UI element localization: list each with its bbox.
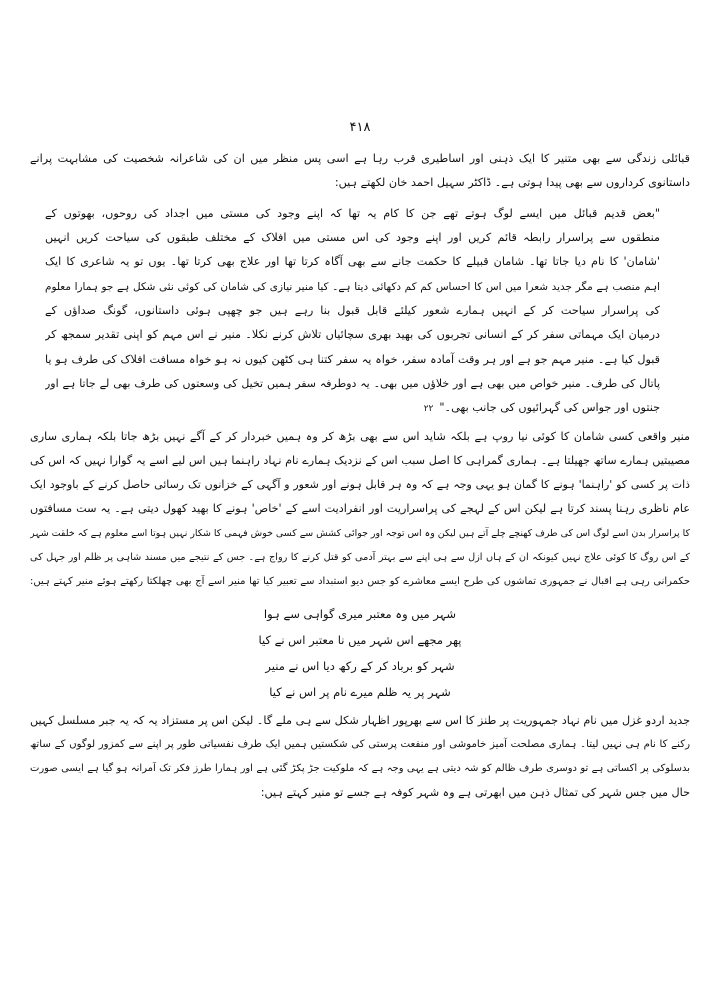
paragraph-1-line-2: داستانوی کرداروں سے بھی پیدا ہوتی ہے۔ ڈاکٹر سہیل احمد خان لکھتے ہیں: (334, 176, 690, 189)
paragraph-2-line-4: عام ناظری رہنا پسند کرتا ہے لیکن اس کے لہجے کی پراسراریت اور انفرادیت اسے کے 'خاص' ہونے کا بھید کھول دیتی ہے۔ یہ ست مسافتوں (30, 502, 690, 515)
verse-line-2: پھر مجھے اس شہر میں نا معتبر اس نے کیا (258, 633, 462, 647)
quote-line-7: قبول کیا ہے۔ منیر مہم جو ہے اور ہر وقت آمادہ سفر، خواہ یہ سفر کتنا ہی کٹھن کیوں نہ ہو خواہ مسافت افلاک کی طرف ہو یا (45, 353, 660, 366)
quote-line-8: پاتال کی طرف۔ منیر خواص میں بھی ہے اور خلاؤں میں بھی۔ یہ دوطرفہ سفر ہمیں تخیل کی وسعتوں کی طرف بھی لے جاتا ہے اور (45, 377, 660, 390)
paragraph-3-line-3: بدسلوکی پر اکساتی ہے تو دوسری طرف ظالم کو شہ دیتی ہے یہی وجہ ہے کہ ملوکیت جڑ پکڑ گئی ہے اور ہمارا طرز فکر تک آمرانہ ہو گیا ہے ایسی صورت (30, 763, 690, 774)
page-number: ۴۱۸ (349, 120, 371, 135)
quote-line-2: منطقوں سے پراسرار رابطہ قائم کریں اور اپنے وجود کی اس مستی میں افلاک کے مختلف طبقوں کی سیاحت کریں انہیں (45, 231, 660, 244)
quote-line-1: "بعض قدیم قبائل میں ایسے لوگ ہوتے تھے جن کا کام یہ تھا کہ اپنے وجود کی مستی میں اجداد کی روحوں، بھوتوں کے (45, 207, 660, 220)
paragraph-2-line-5: کا پراسرار بدن اسے لوگ اس کی طرف کھنچے چلے آتے ہیں لیکن وہ اس توجہ اور جوائی کشش سے کسی خوش فہمی کا شکار نہیں ہوتا اسے معلوم ہے کہ خلقت شہر (30, 528, 690, 539)
quote-line-9-text: جنتوں اور جواس کی گہرائیوں کی جانب بھی۔" (439, 401, 660, 414)
quote-line-9 (45, 399, 660, 419)
paragraph-2-line-1: منیر واقعی کسی شامان کا کوئی نیا روپ ہے بلکہ شاید اس سے بھی بڑھ کر وہ ہمیں خبردار کر کے آگے نہیں بڑھ جاتا بلکہ ہماری ساری (30, 430, 690, 443)
verse-line-1: شہر میں وہ معتبر میری گواہی سے ہوا (263, 607, 457, 621)
paragraph-2-line-2: مصیبتیں ہمارے ساتھ جھیلتا ہے۔ ہماری گمراہی کا اصل سبب اس کے نزدیک ہمارے نام نہاد راہنما ہیں اس لیے اسے یہ گوارا نہیں کہ اس کی (30, 454, 690, 467)
paragraph-3-line-2: رکنے کا نام ہی نہیں لیتا۔ ہماری مصلحت آمیز خاموشی اور منفعت پرستی کی شکستیں ہمیں ایک طرف نفسیاتی طور پر اپنے سے کمزور لوگوں کے ساتھ (30, 739, 690, 750)
quote-line-3: 'شامان' کا نام دیا جاتا تھا۔ شامان قبیلے کا حکمت جانے سے بھی آگاہ کرتا تھا اور علاج بھی کرتا تھا۔ یوں تو یہ شاعری کا ایک (45, 255, 660, 268)
paragraph-2-line-7: حکمرانی رہی ہے اقبال نے جمہوری تماشوں کی طرح ایسے معاشرے کو جس دیو استبداد سے تعبیر کیا تھا منیر اسے آج بھی چھلکتا رکھتے ہوئے منیر کہتے ہیں: (30, 576, 690, 587)
verse-line-4: شہر پر یہ ظلم میرے نام پر اس نے کیا (269, 685, 451, 699)
verse-line-3: شہر کو برباد کر کے رکھ دیا اس نے منیر (265, 659, 455, 673)
paragraph-2-line-6: کے اس روگ کا کوئی علاج نہیں کیونکہ ان کے ہاں ازل سے ہی اپنے سے بہتر آدمی کو قتل کرنے کا رواج ہے۔ جس کے نتیجے میں مسند شاہی پر ظلم اور جہل کی (30, 552, 690, 563)
quote-line-6: درمیان ایک مہماتی سفر کر کے انسانی تجربوں کی بھید بھری سچائیاں تلاش کرنے نکلا۔ منیر نے اس مہم کو اپنی تقدیر سمجھ کر (45, 328, 660, 341)
quote-line-5: کی پراسرار سیاحت کر کے انہیں ہمارے شعور کیلئے قابل قبول بنا رہے ہیں جو چھپی ہوئی داستانوں، گونگ صداؤں کے (45, 304, 660, 317)
paragraph-1-line-1: قبائلی زندگی سے بھی متنیر کا ایک ذہنی اور اساطیری قرب رہا ہے اسی پس منظر میں ان کی شاعرانہ شخصیت کی مشابہت پرانے (30, 152, 690, 165)
paragraph-3-line-4: حال میں جس شہر کی تمثال ذہن میں ابھرتی ہے وہ شہر کوفہ ہے جسے تو منیر کہتے ہیں: (260, 786, 690, 799)
footnote-reference: ۲۲ (423, 404, 434, 414)
paragraph-3-line-1: جدید اردو غزل میں نام نہاد جمہوریت پر طنز کا اس سے بھرپور اظہار شکل سے ہی ملے گا۔ لیکن اس پر مستزاد یہ کہ یہ جبر مسلسل کہیں (30, 714, 690, 727)
paragraph-2-line-3: ذات پر کسی کو 'راہنما' ہونے کا گمان ہو یہی وجہ ہے کہ وہ ہر قابل ہونے اور شعور و آگہی کے خزانوں تک رسائی حاصل کرنے کے باوجود ایک (30, 478, 690, 491)
quote-line-4: اہم منصب ہے مگر جدید شعرا میں اس کا احساس کم کم دکھائی دیتا ہے۔ کیا منیر نیازی کی شامان کی کوئی نئی شکل ہے جو ہمارا معلوم (45, 281, 660, 293)
